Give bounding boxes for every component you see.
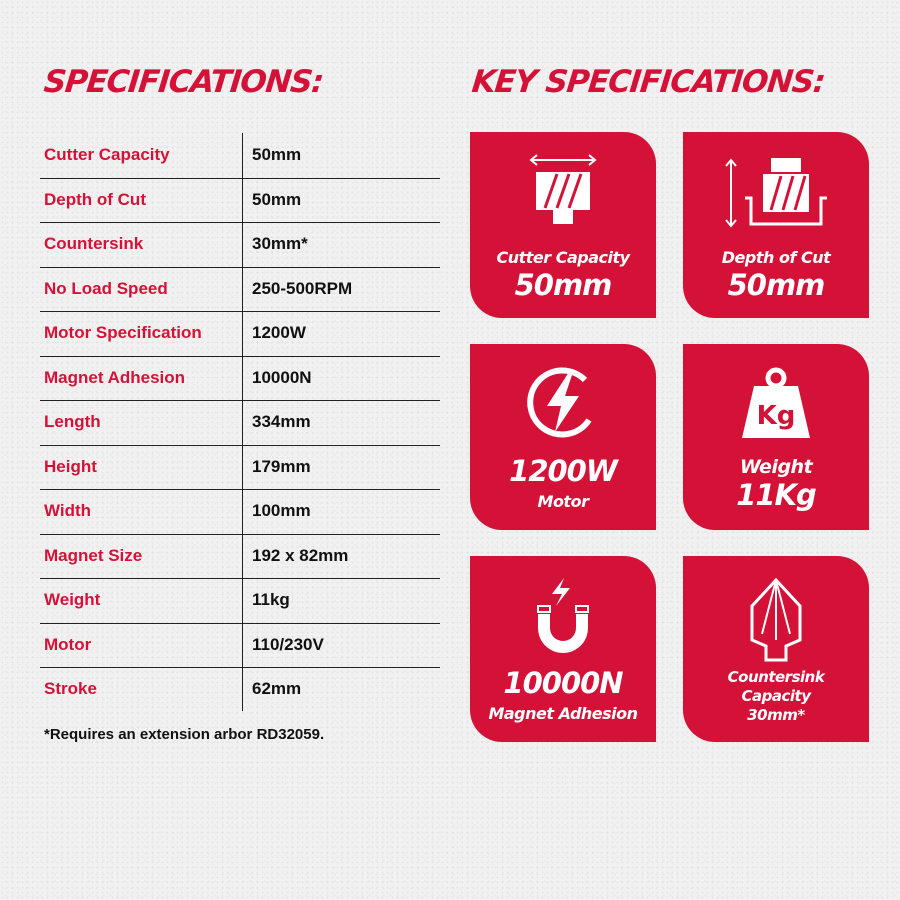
card-weight — [683, 344, 869, 530]
lightning-icon — [525, 364, 601, 440]
specifications-heading: SPECIFICATIONS: — [42, 64, 325, 100]
spec-label: Stroke — [44, 679, 97, 698]
spec-value: 11kg — [252, 590, 290, 609]
card-label: Weight — [739, 456, 813, 478]
spec-value: 1200W — [252, 323, 306, 342]
spec-label: Height — [44, 456, 97, 476]
card-label: Magnet Adhesion — [488, 704, 638, 723]
spec-label: Length — [44, 412, 101, 431]
spec-label: Motor Specification — [44, 323, 202, 342]
spec-value: 250-500RPM — [252, 278, 353, 298]
card-motor — [470, 344, 656, 530]
table-row — [40, 178, 440, 224]
spec-value: 50mm — [252, 145, 302, 164]
footnote: *Requires an extension arbor RD32059. — [44, 726, 325, 743]
spec-value: 179mm — [252, 456, 311, 476]
table-row — [40, 667, 440, 712]
spec-label: Magnet Adhesion — [44, 367, 186, 387]
table-row — [40, 133, 440, 179]
card-value: 50mm — [727, 268, 825, 302]
specifications-table — [40, 133, 440, 711]
table-row — [40, 400, 440, 446]
spec-value: 30mm* — [252, 234, 308, 253]
spec-label: Cutter Capacity — [44, 145, 170, 164]
card-depth-of-cut — [683, 132, 869, 318]
spec-value: 100mm — [252, 501, 311, 520]
cutter-width-icon — [523, 152, 603, 232]
card-line-2: Capacity — [741, 687, 811, 705]
countersink-icon — [746, 576, 806, 662]
card-cutter-capacity — [470, 132, 656, 318]
spec-value: 50mm — [252, 189, 302, 209]
spec-label: Magnet Size — [44, 545, 143, 565]
card-label: Cutter Capacity — [496, 248, 630, 267]
table-row — [40, 623, 440, 669]
table-row — [40, 267, 440, 313]
weight-icon-text: Kg — [756, 401, 796, 431]
cutter-depth-icon — [721, 154, 831, 234]
table-row — [40, 311, 440, 357]
weight-icon — [738, 366, 814, 442]
key-specifications-heading: KEY SPECIFICATIONS: — [470, 64, 827, 100]
table-row — [40, 489, 440, 535]
spec-label: Depth of Cut — [44, 189, 146, 209]
spec-value: 10000N — [252, 367, 312, 387]
spec-label: Weight — [44, 590, 101, 609]
table-row — [40, 222, 440, 268]
card-line-1: Countersink — [727, 668, 825, 686]
card-label: Motor — [537, 492, 589, 511]
card-value: 50mm — [514, 268, 612, 302]
spec-value: 62mm — [252, 679, 302, 698]
spec-label: Countersink — [44, 234, 144, 253]
magnet-icon — [528, 576, 598, 656]
spec-label: No Load Speed — [44, 278, 168, 298]
spec-label: Motor — [44, 634, 92, 654]
spec-label: Width — [44, 501, 92, 520]
card-magnet-adhesion — [470, 556, 656, 742]
table-row — [40, 578, 440, 624]
card-countersink — [683, 556, 869, 742]
table-row — [40, 356, 440, 402]
card-value: 10000N — [503, 666, 623, 700]
card-value: 1200W — [509, 454, 617, 488]
card-value: 11Kg — [736, 478, 816, 512]
table-row — [40, 445, 440, 491]
spec-value: 192 x 82mm — [252, 545, 349, 565]
spec-value: 110/230V — [252, 634, 324, 654]
spec-value: 334mm — [252, 412, 311, 431]
table-row — [40, 534, 440, 580]
card-line-3: 30mm* — [747, 706, 805, 724]
card-label: Depth of Cut — [721, 248, 831, 267]
